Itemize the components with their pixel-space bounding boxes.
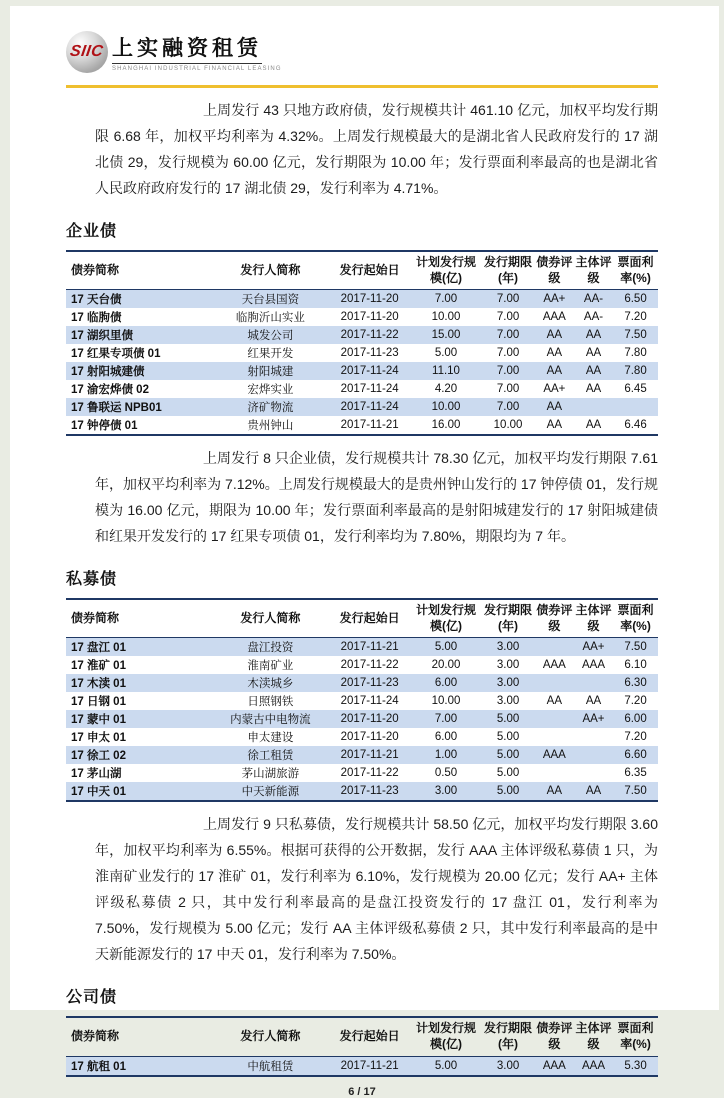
table-cell: 木渎城乡 <box>247 678 294 691</box>
table-cell: 3.00 <box>496 641 520 654</box>
table-cell: AA+ <box>543 383 566 396</box>
table-cell: 3.00 <box>496 659 520 672</box>
table-cell: 5.00 <box>496 785 520 798</box>
column-header: 计划发行规模(亿) <box>411 1017 482 1056</box>
corporate-bonds-table <box>66 250 658 436</box>
column-header: 发行人简称 <box>212 251 328 290</box>
table-row <box>66 308 658 326</box>
table-cell: 中航租赁 <box>247 1060 294 1073</box>
logo-subtitle: SHANGHAI INDUSTRIAL FINANCIAL LEASING <box>112 66 282 72</box>
table-row <box>66 380 658 398</box>
private-placement-bonds-table <box>66 598 658 802</box>
table-cell: 5.00 <box>434 347 458 360</box>
table-cell: 1.00 <box>434 749 458 762</box>
table-cell: 17 天台债 <box>71 294 122 307</box>
table-cell: 17 徐工 02 <box>71 750 126 763</box>
table-cell: AA <box>585 419 602 432</box>
column-header: 计划发行规模(亿) <box>411 599 482 638</box>
column-header: 发行期限(年) <box>481 599 534 638</box>
table-cell <box>535 728 574 746</box>
table-cell: 7.00 <box>496 329 520 342</box>
table-row <box>66 692 658 710</box>
table-cell: 11.10 <box>432 365 460 378</box>
table-cell <box>574 728 613 746</box>
table-cell: AA <box>585 785 602 798</box>
table-row <box>66 710 658 728</box>
page-number: 6 / 17 <box>348 1085 376 1098</box>
column-header: 主体评级 <box>574 251 613 290</box>
table-cell: 6.45 <box>624 383 647 396</box>
table-cell: 徐工租赁 <box>247 750 294 763</box>
table-cell: 6.60 <box>624 749 647 762</box>
table-row <box>66 398 658 416</box>
table-row <box>66 416 658 435</box>
siic-globe-icon <box>66 31 108 73</box>
table-row <box>66 1056 658 1076</box>
table-cell: 5.00 <box>496 731 520 744</box>
table-cell: 17 红果专项债 01 <box>71 348 161 361</box>
table-row <box>66 764 658 782</box>
table-cell: 6.30 <box>624 677 647 690</box>
table-cell: 3.00 <box>496 1059 520 1072</box>
table-cell: 2017-11-21 <box>340 419 399 432</box>
table-header-row <box>66 1017 658 1056</box>
table-cell: 20.00 <box>431 659 461 672</box>
table-cell: 5.00 <box>496 713 520 726</box>
table-row <box>66 638 658 657</box>
table-cell: AA <box>585 383 602 396</box>
table-cell <box>535 638 574 657</box>
table-cell: 城发公司 <box>247 330 294 343</box>
table-cell: 15.00 <box>431 329 461 342</box>
table-cell: 2017-11-21 <box>340 641 399 654</box>
table-cell: 2017-11-23 <box>340 785 399 798</box>
table-cell: 6.50 <box>624 293 647 306</box>
table-cell: 2017-11-21 <box>340 1059 399 1072</box>
table-cell: 5.00 <box>434 641 458 654</box>
table-cell: 射阳城建 <box>247 366 294 379</box>
column-header: 发行人简称 <box>212 599 328 638</box>
report-page <box>10 6 719 1098</box>
table-cell: AA <box>585 365 602 378</box>
table-cell <box>535 764 574 782</box>
table-cell: 6.00 <box>434 677 458 690</box>
table-cell: 17 木渎 01 <box>71 678 126 691</box>
table-cell: 0.50 <box>434 767 458 780</box>
table-cell: 17 鲁联运 NPB01 <box>71 402 162 415</box>
company-bonds-table <box>66 1016 658 1076</box>
table-cell: 5.00 <box>434 1059 458 1072</box>
table-cell <box>574 674 613 692</box>
table-cell: AAA <box>581 1059 605 1072</box>
table-cell: 2017-11-24 <box>340 695 399 708</box>
table-cell: AA <box>546 347 563 360</box>
table-cell: 3.00 <box>496 677 520 690</box>
table-cell: 2017-11-20 <box>340 311 399 324</box>
table-cell: 申太建设 <box>247 732 294 745</box>
table-cell: AA <box>546 329 563 342</box>
table-cell: 2017-11-22 <box>340 767 399 780</box>
column-header: 债券简称 <box>66 599 212 638</box>
table-cell: 2017-11-22 <box>340 329 399 342</box>
table-cell: 7.00 <box>496 383 520 396</box>
table-row <box>66 656 658 674</box>
table-cell: 7.00 <box>496 311 520 324</box>
column-header: 计划发行规模(亿) <box>411 251 482 290</box>
table-cell: 天台县国资 <box>241 294 300 307</box>
table-cell: 17 射阳城建债 <box>71 366 145 379</box>
paragraph-corporate-bonds: 上周发行 8 只企业债，发行规模共计 78.30 亿元，加权平均发行期限 7.61 年，加权平均利率为 7.12%。上周发行规模最大的是贵州钟山发行的 17 钟停债 01，发行规模为 16.00 亿元，期限为 10.00 年；发行票面利率最高的是射阳城建发行的 17 射阳城建债和红果开发发行的 17 红果专项债 01，发行利率均为 7.80%，期限均为 7 年。 <box>95 450 658 545</box>
table-cell <box>574 398 613 416</box>
table-cell: 2017-11-24 <box>340 365 399 378</box>
table-cell: 17 中天 01 <box>71 786 126 799</box>
table-cell: 中天新能源 <box>241 786 300 799</box>
column-header: 债券评级 <box>535 251 574 290</box>
table-cell: AA <box>585 695 602 708</box>
table-cell: AAA <box>581 659 605 672</box>
section-title-private-placement-bonds: 私募债 <box>66 571 118 589</box>
table-cell: 济矿物流 <box>247 402 294 415</box>
table-cell: 16.00 <box>431 419 461 432</box>
table-cell: 5.30 <box>624 1059 647 1072</box>
table-cell: AA+ <box>543 293 566 306</box>
table-row <box>66 344 658 362</box>
table-cell: 红果开发 <box>247 348 294 361</box>
column-header: 发行人简称 <box>212 1017 328 1056</box>
table-header-row <box>66 599 658 638</box>
table-cell: 17 蒙中 01 <box>71 714 126 727</box>
table-cell: 7.00 <box>434 293 458 306</box>
table-cell: 2017-11-20 <box>340 293 399 306</box>
logo-company-name: 上实融资租赁 <box>112 32 262 64</box>
column-header: 发行起始日 <box>329 1017 411 1056</box>
table-cell: 宏烨实业 <box>247 384 294 397</box>
table-cell: 2017-11-20 <box>340 731 399 744</box>
table-cell: 2017-11-23 <box>340 677 399 690</box>
section-title-company-bonds: 公司债 <box>66 989 118 1007</box>
table-cell: 7.00 <box>496 347 520 360</box>
table-cell: 7.50 <box>624 329 647 342</box>
table-cell: 6.00 <box>624 713 647 726</box>
column-header: 债券评级 <box>535 599 574 638</box>
table-cell: 6.10 <box>624 659 647 672</box>
table-cell <box>535 710 574 728</box>
table-cell: 7.20 <box>624 695 647 708</box>
table-cell: 7.20 <box>624 311 647 324</box>
table-cell: AA <box>546 785 563 798</box>
table-cell: 茅山湖旅游 <box>241 768 300 781</box>
column-header: 票面利率(%) <box>613 599 658 638</box>
table-cell: 10.00 <box>431 695 461 708</box>
table-cell: AA <box>546 401 563 414</box>
table-cell <box>535 674 574 692</box>
table-row <box>66 674 658 692</box>
table-cell: AA <box>546 365 563 378</box>
table-cell: AA+ <box>582 641 605 654</box>
table-cell: AA <box>585 329 602 342</box>
table-cell: AA <box>546 419 563 432</box>
table-cell: 7.50 <box>624 641 647 654</box>
table-cell: AAA <box>542 659 566 672</box>
table-cell: 3.00 <box>434 785 458 798</box>
table-cell: 2017-11-24 <box>340 401 399 414</box>
table-cell: 2017-11-22 <box>340 659 399 672</box>
table-cell: 17 淮矿 01 <box>71 660 126 673</box>
table-cell: 7.00 <box>434 713 458 726</box>
table-cell: 3.00 <box>496 695 520 708</box>
table-cell: 5.00 <box>496 749 520 762</box>
table-cell: 贵州钟山 <box>247 420 294 433</box>
table-cell: AA- <box>583 293 604 306</box>
header-divider <box>66 85 658 88</box>
table-row <box>66 746 658 764</box>
table-cell <box>574 746 613 764</box>
column-header: 主体评级 <box>574 599 613 638</box>
table-row <box>66 362 658 380</box>
table-cell: AAA <box>542 311 566 324</box>
column-header: 债券简称 <box>66 251 212 290</box>
table-cell: 10.00 <box>493 419 523 432</box>
table-cell: 17 盘江 01 <box>71 642 126 655</box>
table-cell: 17 日钢 01 <box>71 696 126 709</box>
table-cell: 7.00 <box>496 293 520 306</box>
column-header: 主体评级 <box>574 1017 613 1056</box>
company-logo <box>66 31 719 73</box>
table-cell: 盘江投资 <box>247 642 294 655</box>
table-cell: 2017-11-20 <box>340 713 399 726</box>
table-row <box>66 782 658 801</box>
paragraph-local-gov-bonds: 上周发行 43 只地方政府债，发行规模共计 461.10 亿元，加权平均发行期限 6.68 年，加权平均利率为 4.32%。上周发行规模最大的是湖北省人民政府发行的 17 湖北债 29，发行规模为 60.00 亿元，发行期限为 10.00 年；发行票面利率最高的也是湖北省人民政府政府发行的 17 湖北债 29，发行利率为 4.71%。 <box>95 102 658 196</box>
table-cell: 6.46 <box>624 419 647 432</box>
table-cell: 10.00 <box>431 401 461 414</box>
document-content <box>66 97 658 1098</box>
table-cell: AA+ <box>582 713 605 726</box>
table-cell: AA <box>585 347 602 360</box>
table-cell: 2017-11-21 <box>340 749 399 762</box>
table-cell: 17 茅山湖 <box>71 768 122 781</box>
table-cell: 17 航租 01 <box>71 1060 126 1073</box>
column-header: 发行起始日 <box>329 251 411 290</box>
table-row <box>66 728 658 746</box>
paragraph-private-placement-bonds: 上周发行 9 只私募债，发行规模共计 58.50 亿元，加权平均发行期限 3.60 年，加权平均利率为 6.55%。根据可获得的公开数据，发行 AAA 主体评级私募债 1 只，为淮南矿业发行的 17 淮矿 01，发行利率为 6.10%，发行规模为 20.00 亿元；发行 AA+ 主体评级私募债 2 只，其中发行利率最高的是盘江投资发行的 17 盘江 01，发行利率为 7.50%，发行规模为 5.00 亿元；发行 AA 主体评级私募债 2 只，其中发行利率最高的是中天新能源发行的 17 中天 01，发行利率为 7.50%。 <box>95 816 658 963</box>
table-cell: AAA <box>542 1059 566 1072</box>
table-cell <box>574 764 613 782</box>
column-header: 发行期限(年) <box>481 1017 534 1056</box>
column-header: 债券评级 <box>535 1017 574 1056</box>
table-cell: 17 临朐债 <box>71 312 122 325</box>
table-cell: 7.00 <box>496 365 520 378</box>
table-cell: 7.80 <box>624 365 647 378</box>
table-cell: 17 渝宏烨债 02 <box>71 384 149 397</box>
table-cell: 17 湖织里债 <box>71 330 133 343</box>
table-row <box>66 326 658 344</box>
table-cell: 7.80 <box>624 347 647 360</box>
column-header: 债券简称 <box>66 1017 212 1056</box>
table-cell: 7.20 <box>624 731 647 744</box>
table-cell: 7.00 <box>496 401 520 414</box>
table-cell <box>613 398 658 416</box>
table-cell: 6.35 <box>624 767 647 780</box>
table-cell: AA- <box>583 311 604 324</box>
table-row <box>66 290 658 309</box>
table-cell: 日照钢铁 <box>247 696 294 709</box>
siic-wordmark: SIIC <box>69 43 105 60</box>
table-cell: 临朐沂山实业 <box>235 312 305 325</box>
column-header: 票面利率(%) <box>613 251 658 290</box>
table-cell: 2017-11-23 <box>340 347 399 360</box>
logo-text <box>112 32 282 72</box>
table-cell: 10.00 <box>431 311 461 324</box>
table-cell: 5.00 <box>496 767 520 780</box>
column-header: 发行起始日 <box>329 599 411 638</box>
table-header-row <box>66 251 658 290</box>
table-cell: AAA <box>542 749 566 762</box>
table-cell: 内蒙古中电物流 <box>230 714 311 727</box>
table-cell: 6.00 <box>434 731 458 744</box>
column-header: 票面利率(%) <box>613 1017 658 1056</box>
table-cell: 2017-11-24 <box>340 383 399 396</box>
table-cell: 7.50 <box>624 785 647 798</box>
table-cell: 17 申太 01 <box>71 732 126 745</box>
table-cell: 淮南矿业 <box>247 660 294 673</box>
table-cell: 17 钟停债 01 <box>71 420 138 433</box>
column-header: 发行期限(年) <box>481 251 534 290</box>
table-cell: AA <box>546 695 563 708</box>
section-title-corporate-bonds: 企业债 <box>66 223 118 240</box>
table-cell: 4.20 <box>434 383 458 396</box>
